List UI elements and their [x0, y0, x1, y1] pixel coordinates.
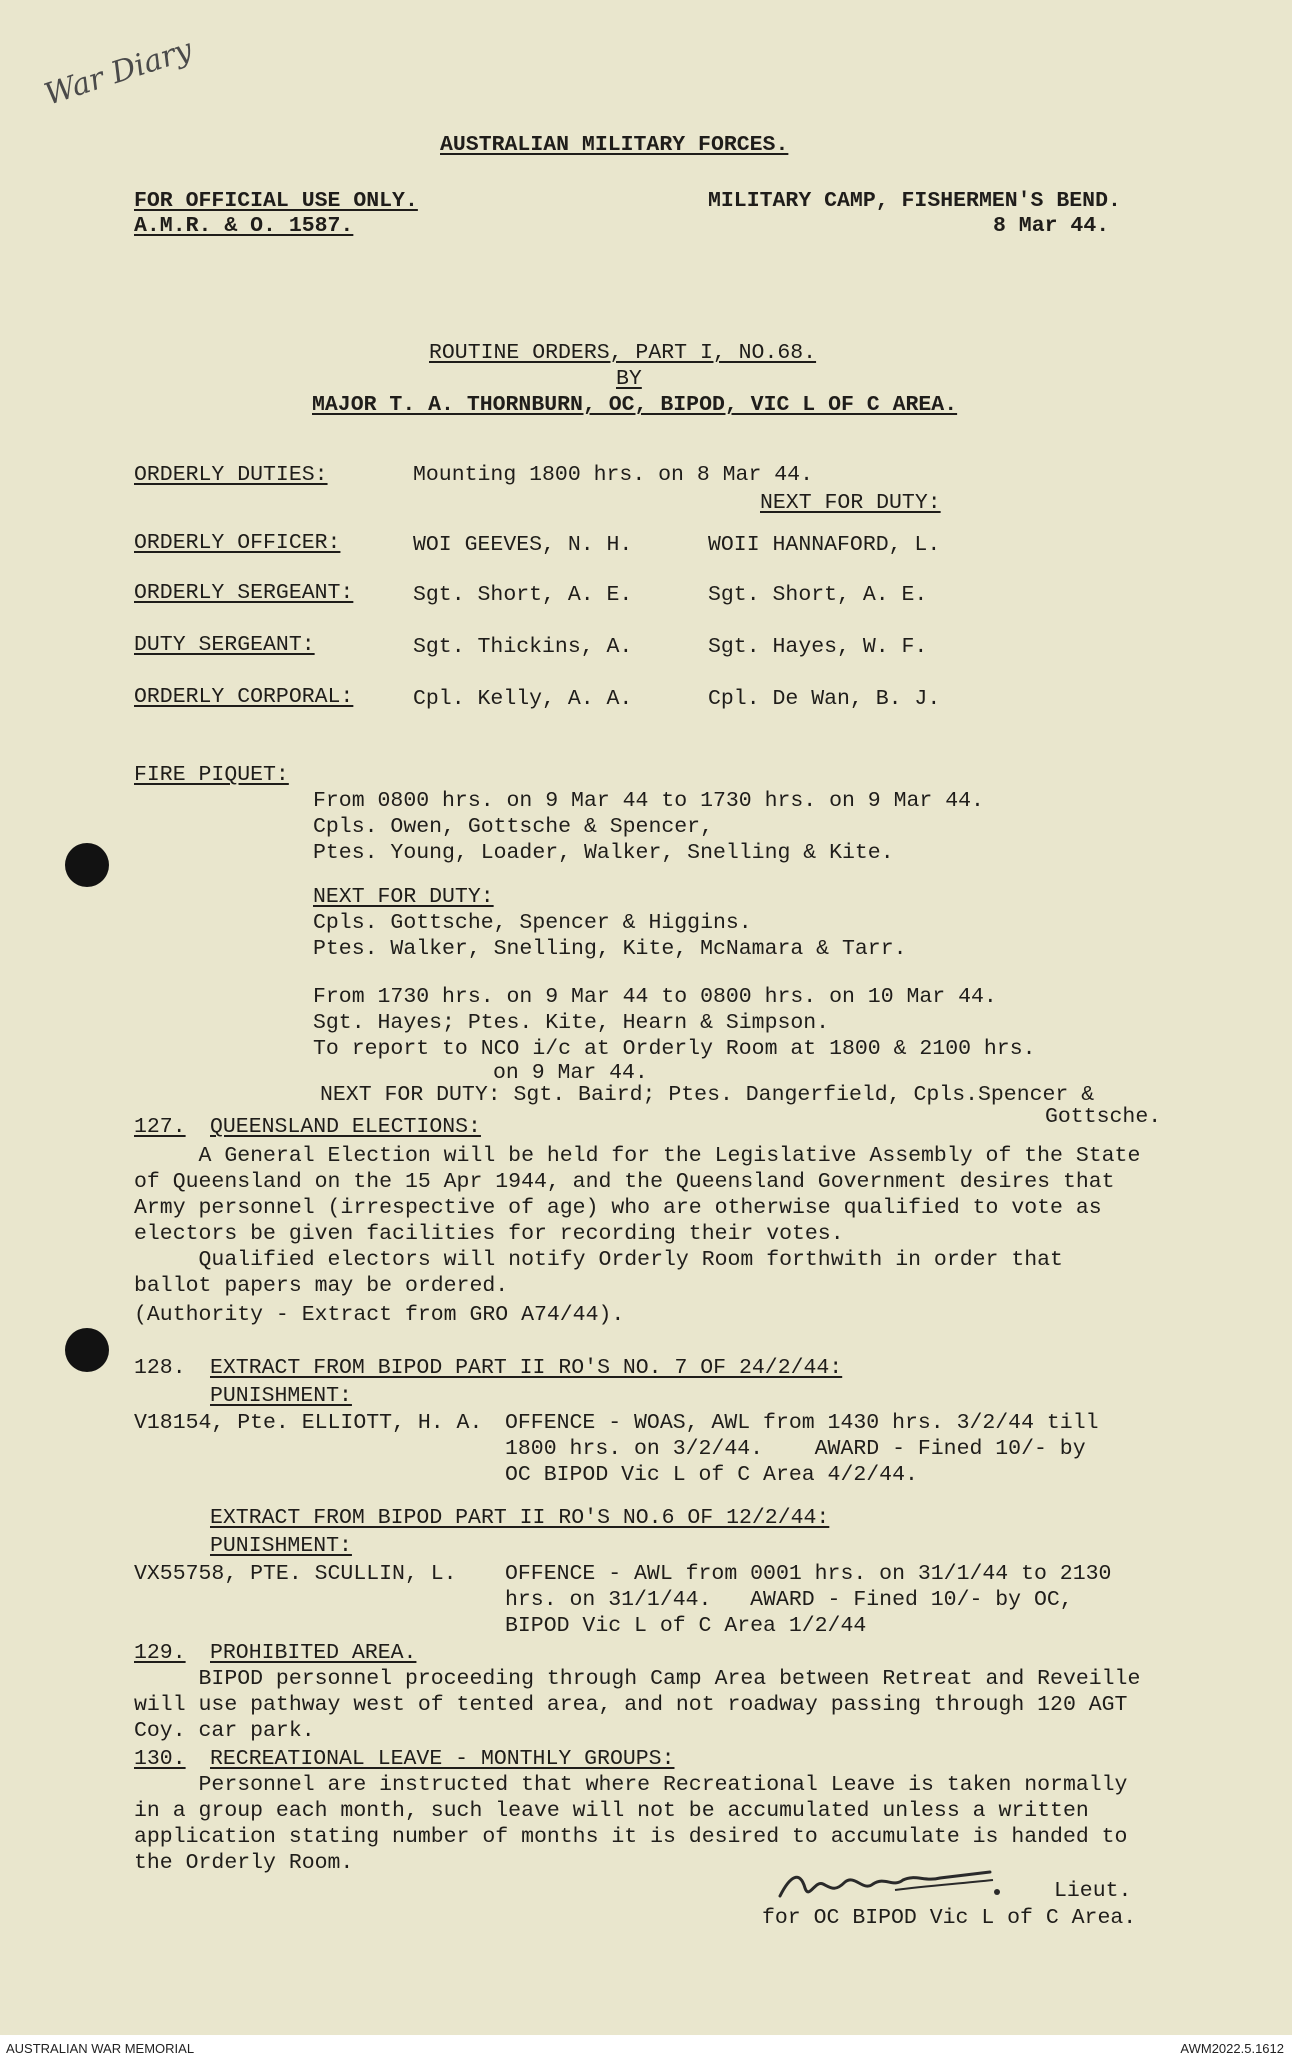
location: MILITARY CAMP, FISHERMEN'S BEND.: [708, 189, 1121, 213]
item-heading: EXTRACT FROM BIPOD PART II RO'S NO.6 OF 12/2/44:: [210, 1506, 830, 1530]
duty-current: Sgt. Short, A. E.: [413, 583, 633, 607]
fire-piquet-next-line: NEXT FOR DUTY: Sgt. Baird; Ptes. Dangerfield, Cpls.Spencer &: [320, 1083, 1095, 1107]
item-text-line: will use pathway west of tented area, and not roadway passing through 120 AGT: [134, 1693, 1128, 1717]
fire-piquet-line: From 0800 hrs. on 9 Mar 44 to 1730 hrs. on 9 Mar 44.: [313, 789, 984, 813]
punishment-line: OC BIPOD Vic L of C Area 4/2/44.: [505, 1463, 918, 1487]
security-classification: FOR OFFICIAL USE ONLY.: [134, 189, 418, 213]
punishment-line: 1800 hrs. on 3/2/44. AWARD - Fined 10/- by: [505, 1437, 1086, 1461]
duty-next: Cpl. De Wan, B. J.: [708, 687, 941, 711]
document-title: AUSTRALIAN MILITARY FORCES.: [440, 133, 789, 157]
item-text-line: A General Election will be held for the Legislative Assembly of the State: [134, 1144, 1141, 1168]
punishment-line: OFFENCE - AWL from 0001 hrs. on 31/1/44 to 2130: [505, 1562, 1112, 1586]
punishment-name: V18154, Pte. ELLIOTT, H. A.: [134, 1411, 483, 1435]
duty-current: Sgt. Thickins, A.: [413, 635, 633, 659]
fire-piquet-line: Cpls. Owen, Gottsche & Spencer,: [313, 815, 713, 839]
duty-next: Sgt. Hayes, W. F.: [708, 635, 928, 659]
fire-piquet-line: From 1730 hrs. on 9 Mar 44 to 0800 hrs. on 10 Mar 44.: [313, 985, 997, 1009]
punishment-line: OFFENCE - WOAS, AWL from 1430 hrs. 3/2/44 till: [505, 1411, 1099, 1435]
footer-left: AUSTRALIAN WAR MEMORIAL: [6, 2041, 195, 2056]
document-date: 8 Mar 44.: [993, 214, 1110, 238]
item-number: 128.: [134, 1356, 186, 1380]
orders-by: BY: [616, 367, 642, 391]
duty-current: Cpl. Kelly, A. A.: [413, 687, 633, 711]
pencil-annotation: War Diary: [40, 32, 197, 113]
fire-piquet-line: Ptes. Walker, Snelling, Kite, McNamara & Tarr.: [313, 937, 907, 961]
item-text-line: application stating number of months it is desired to accumulate is handed to: [134, 1825, 1128, 1849]
item-text-line: Personnel are instructed that where Recreational Leave is taken normally: [134, 1773, 1128, 1797]
item-text-line: Qualified electors will notify Orderly Room forthwith in order that: [134, 1248, 1063, 1272]
item-text-line: the Orderly Room.: [134, 1851, 354, 1875]
duties-label: ORDERLY DUTIES:: [134, 463, 328, 487]
item-text-line: Army personnel (irrespective of age) who are otherwise qualified to vote as: [134, 1196, 1102, 1220]
orders-authority: MAJOR T. A. THORNBURN, OC, BIPOD, VIC L OF C AREA.: [312, 393, 958, 417]
item-text-line: (Authority - Extract from GRO A74/44).: [134, 1303, 625, 1327]
fire-piquet-next-heading: NEXT FOR DUTY:: [313, 885, 494, 909]
fire-piquet-line: Ptes. Young, Loader, Walker, Snelling & Kite.: [313, 841, 894, 865]
punch-hole: [65, 1328, 109, 1372]
duties-mounting: Mounting 1800 hrs. on 8 Mar 44.: [413, 463, 813, 487]
punishment-name: VX55758, PTE. SCULLIN, L.: [134, 1562, 457, 1586]
item-heading: RECREATIONAL LEAVE - MONTHLY GROUPS:: [210, 1747, 675, 1771]
punishment-line: BIPOD Vic L of C Area 1/2/44: [505, 1614, 867, 1638]
duty-current: WOI GEEVES, N. H.: [413, 533, 633, 557]
duty-role: ORDERLY SERGEANT:: [134, 581, 354, 605]
signatory-rank: Lieut.: [1054, 1879, 1132, 1903]
item-text-line: in a group each month, such leave will not be accumulated unless a written: [134, 1799, 1089, 1823]
duty-role: ORDERLY CORPORAL:: [134, 685, 354, 709]
item-text-line: BIPOD personnel proceeding through Camp Area between Retreat and Reveille: [134, 1667, 1141, 1691]
punishment-label: PUNISHMENT:: [210, 1384, 352, 1408]
next-for-duty-header: NEXT FOR DUTY:: [760, 491, 941, 515]
fire-piquet-line: on 9 Mar 44.: [493, 1061, 648, 1085]
punch-hole: [65, 843, 109, 887]
item-text-line: ballot papers may be ordered.: [134, 1274, 509, 1298]
item-heading: QUEENSLAND ELECTIONS:: [210, 1115, 481, 1139]
fire-piquet-line: Cpls. Gottsche, Spencer & Higgins.: [313, 911, 752, 935]
signatory-for: for OC BIPOD Vic L of C Area.: [762, 1906, 1137, 1930]
fire-piquet-heading: FIRE PIQUET:: [134, 763, 289, 787]
item-number: 129.: [134, 1641, 186, 1665]
archive-footer: [0, 2035, 1292, 2061]
item-text-line: electors be given facilities for recording their votes.: [134, 1222, 844, 1246]
fire-piquet-next-line-cont: Gottsche.: [1045, 1105, 1162, 1129]
item-number: 127.: [134, 1115, 186, 1139]
duty-next: WOII HANNAFORD, L.: [708, 533, 941, 557]
item-heading: EXTRACT FROM BIPOD PART II RO'S NO. 7 OF 24/2/44:: [210, 1356, 843, 1380]
duty-role: DUTY SERGEANT:: [134, 633, 315, 657]
item-number: 130.: [134, 1747, 186, 1771]
reference-number: A.M.R. & O. 1587.: [134, 214, 354, 238]
punishment-label: PUNISHMENT:: [210, 1534, 352, 1558]
handwritten-signature: [775, 1858, 1005, 1908]
item-heading: PROHIBITED AREA.: [210, 1641, 417, 1665]
fire-piquet-line: Sgt. Hayes; Ptes. Kite, Hearn & Simpson.: [313, 1011, 830, 1035]
fire-piquet-line: To report to NCO i/c at Orderly Room at 1800 & 2100 hrs.: [313, 1037, 1036, 1061]
punishment-line: hrs. on 31/1/44. AWARD - Fined 10/- by OC,: [505, 1588, 1073, 1612]
footer-right: AWM2022.5.1612: [1180, 2041, 1284, 2056]
duty-next: Sgt. Short, A. E.: [708, 583, 928, 607]
item-text-line: of Queensland on the 15 Apr 1944, and the Queensland Government desires that: [134, 1170, 1115, 1194]
duty-role: ORDERLY OFFICER:: [134, 531, 341, 555]
orders-title: ROUTINE ORDERS, PART I, NO.68.: [429, 341, 817, 365]
item-text-line: Coy. car park.: [134, 1719, 315, 1743]
